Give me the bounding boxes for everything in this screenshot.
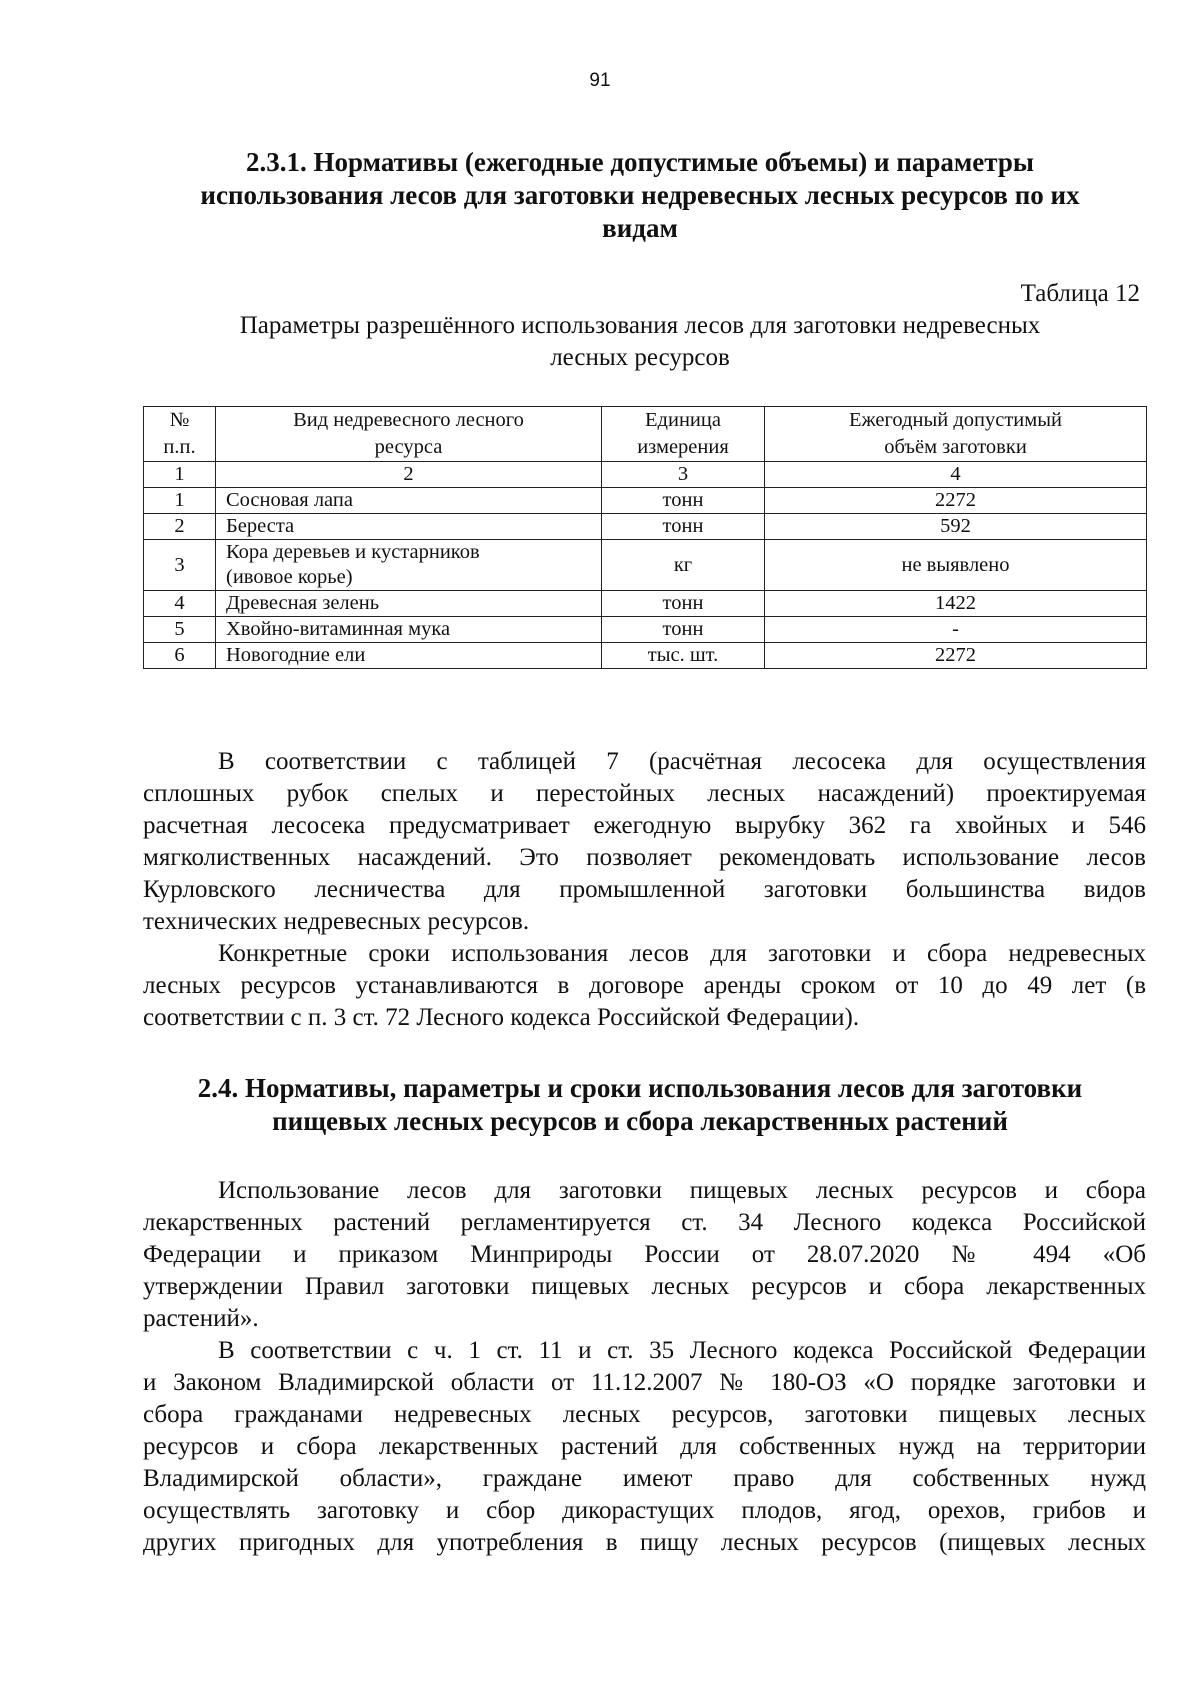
resource-name-line: Хвойно-витаминная мука [226, 618, 451, 640]
paragraph-line: сплошных рубок спелых и перестойных лесных насаждений) проектируемая [143, 780, 1146, 807]
resource-name [216, 514, 602, 540]
paragraph-line: ресурсов и сбора лекарственных растений для собственных нужд на территории [143, 1433, 1146, 1460]
resource-name-line: Новогодние ели [226, 644, 366, 666]
paragraph-line: технических недревесных ресурсов. [143, 908, 530, 935]
column-index: 2 [216, 462, 602, 488]
paragraph-line: Владимирской области», граждане имеют право для собственных нужд [143, 1465, 1146, 1492]
header-unit [602, 407, 765, 462]
paragraph-terms [143, 938, 1146, 1034]
annual-volume: 1422 [765, 591, 1147, 617]
resource-name [216, 488, 602, 514]
paragraph-line: расчетная лесосека предусматривает ежегодную вырубку 362 га хвойных и 546 [143, 812, 1146, 839]
paragraph-line: и Законом Владимирской области от 11.12.2007 № 180-ОЗ «О порядке заготовки и [143, 1369, 1146, 1396]
page-number: 91 [589, 70, 611, 91]
table-row [144, 540, 1147, 591]
header-annual-volume [765, 407, 1147, 462]
paragraph-line: лесных ресурсов устанавливаются в договоре аренды сроком от 10 до 49 лет (в [143, 972, 1146, 999]
resource-name-line: Береста [226, 515, 295, 537]
table-title-line: лесных ресурсов [550, 344, 730, 371]
annual-volume: не выявлено [765, 540, 1147, 591]
row-number: 5 [144, 617, 216, 643]
table-row [144, 514, 1147, 540]
heading-line: 2.4. Нормативы, параметры и сроки использования лесов для заготовки [197, 1073, 1083, 1103]
table-row [144, 617, 1147, 643]
unit: тонн [602, 591, 765, 617]
resource-name-line: (ивовое корье) [226, 566, 353, 588]
paragraph-line: осуществлять заготовку и сбор дикорастущих плодов, ягод, орехов, грибов и [143, 1497, 1146, 1524]
header-line: объём заготовки [884, 436, 1027, 458]
header-line: п.п. [163, 436, 196, 458]
heading-line: пищевых лесных ресурсов и сбора лекарственных растений [272, 1106, 1008, 1136]
table-row [144, 591, 1147, 617]
unit: кг [602, 540, 765, 591]
row-number: 3 [144, 540, 216, 591]
row-number: 1 [144, 488, 216, 514]
column-index: 3 [602, 462, 765, 488]
resource-name-line: Древесная зелень [226, 592, 380, 614]
paragraph-line: Федерации и приказом Минприроды России от 28.07.2020 № 494 «Об [143, 1241, 1146, 1268]
non-timber-resources-table [143, 406, 1147, 669]
column-index: 4 [765, 462, 1147, 488]
paragraph-line: других пригодных для употребления в пищу лесных ресурсов (пищевых лесных [143, 1529, 1146, 1556]
annual-volume: - [765, 617, 1147, 643]
unit: тыс. шт. [602, 643, 765, 669]
paragraph-line: лекарственных растений регламентируется ст. 34 Лесного кодекса Российской [143, 1209, 1146, 1236]
header-line: измерения [637, 436, 729, 458]
section-heading-2-3-1 [140, 146, 1140, 245]
paragraph-line: утверждении Правил заготовки пищевых лесных ресурсов и сбора лекарственных [143, 1273, 1146, 1300]
header-number [144, 407, 216, 462]
paragraph-line: В соответствии с ч. 1 ст. 11 и ст. 35 Лесного кодекса Российской Федерации [218, 1337, 1146, 1364]
paragraph-line: соответствии с п. 3 ст. 72 Лесного кодекса Российской Федерации). [143, 1004, 860, 1031]
unit: тонн [602, 514, 765, 540]
resource-name [216, 617, 602, 643]
table-row [144, 643, 1147, 669]
row-number: 6 [144, 643, 216, 669]
resource-name-line: Сосновая лапа [226, 489, 353, 511]
heading-line: использования лесов для заготовки недревесных лесных ресурсов по их [200, 180, 1080, 210]
paragraph-line: Конкретные сроки использования лесов для заготовки и сбора недревесных [218, 940, 1146, 967]
heading-line: 2.3.1. Нормативы (ежегодные допустимые объемы) и параметры [246, 147, 1034, 177]
column-index-row [144, 462, 1147, 488]
header-line: Вид недревесного лесного [293, 409, 524, 431]
paragraph-line: В соответствии с таблицей 7 (расчётная лесосека для осуществления [218, 748, 1146, 775]
column-index: 1 [144, 462, 216, 488]
paragraph-line: Использование лесов для заготовки пищевых лесных ресурсов и сбора [218, 1177, 1146, 1204]
paragraph-line: растений». [143, 1305, 259, 1332]
table-row [144, 488, 1147, 514]
table-number-label: Таблица 12 [1020, 280, 1140, 307]
resource-name-line: Кора деревьев и кустарников [226, 541, 480, 563]
header-line: ресурса [374, 436, 443, 458]
section-heading-2-4 [140, 1072, 1140, 1138]
paragraph-line: Курловского лесничества для промышленной заготовки большинства видов [143, 876, 1146, 903]
annual-volume: 2272 [765, 488, 1147, 514]
resource-name [216, 643, 602, 669]
row-number: 4 [144, 591, 216, 617]
unit: тонн [602, 617, 765, 643]
table-header-row [144, 407, 1147, 462]
paragraph-citizens-rights [143, 1335, 1146, 1559]
paragraph-line: мягколиственных насаждений. Это позволяет рекомендовать использование лесов [143, 844, 1146, 871]
annual-volume: 2272 [765, 643, 1147, 669]
header-line: Единица [645, 409, 721, 431]
paragraph-lesoseka [143, 746, 1146, 938]
paragraph-line: сбора гражданами недревесных лесных ресурсов, заготовки пищевых лесных [143, 1401, 1146, 1428]
heading-line: видам [602, 213, 678, 243]
row-number: 2 [144, 514, 216, 540]
header-line: Ежегодный допустимый [849, 409, 1062, 431]
header-line: № [169, 409, 190, 431]
annual-volume: 592 [765, 514, 1147, 540]
resource-name [216, 591, 602, 617]
resource-name [216, 540, 602, 591]
header-resource-type [216, 407, 602, 462]
table-title [140, 310, 1140, 374]
table-title-line: Параметры разрешённого использования лесов для заготовки недревесных [239, 312, 1041, 339]
unit: тонн [602, 488, 765, 514]
paragraph-regulation [143, 1175, 1146, 1335]
